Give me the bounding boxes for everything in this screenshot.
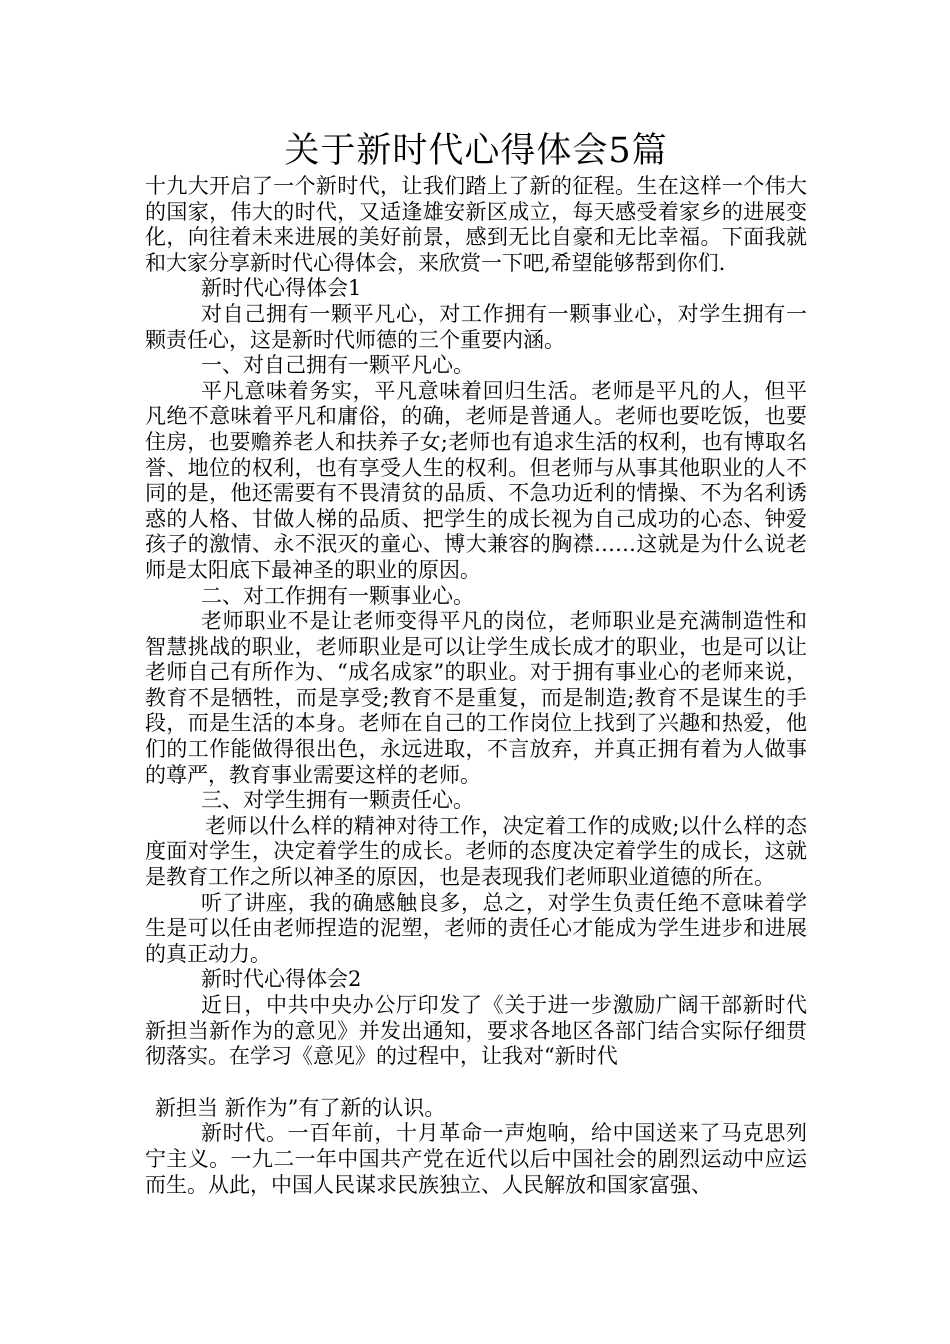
- body-paragraph: 老师以什么样的精神对待工作，决定着工作的成败;以什么样的态度面对学生，决定着学生的成长。老师的态度决定着学生的成长，这就是教育工作之所以神圣的原因，也是表现我们老师职业道德的所在。: [145, 813, 807, 890]
- body-paragraph: 听了讲座，我的确感触良多，总之，对学生负责任绝不意味着学生是可以任由老师捏造的泥塑，老师的责任心才能成为学生进步和进展的真正动力。: [145, 890, 807, 966]
- paragraph-gap: [145, 1070, 807, 1096]
- document-page: [145, 128, 807, 1198]
- body-paragraph-continuation: 新担当 新作为”有了新的认识。: [155, 1095, 446, 1120]
- subheading-2: 二、对工作拥有一颗事业心。: [201, 583, 474, 608]
- body-paragraph: 新时代。一百年前，十月革命一声炮响，给中国送来了马克思列宁主义。一九二一年中国共产党在近代以后中国社会的剧烈运动中应运而生。从此，中国人民谋求民族独立、人民解放和国家富强、: [145, 1121, 807, 1197]
- body-paragraph: 近日，中共中央办公厅印发了《关于进一步激励广阔干部新时代新担当新作为的意见》并发出通知，要求各地区各部门结合实际仔细贯彻落实。在学习《意见》的过程中，让我对“新时代: [145, 993, 807, 1069]
- document-title: 关于新时代心得体会5篇: [284, 131, 668, 171]
- intro-paragraph: 十九大开启了一个新时代，让我们踏上了新的征程。生在这样一个伟大的国家，伟大的时代，又适逢雄安新区成立，每天感受着家乡的进展变化，向往着未来进展的美好前景，感到无比自豪和无比幸福。下面我就和大家分享新时代心得体会，来欣赏一下吧,希望能够帮到你们.: [145, 174, 807, 275]
- body-paragraph: 老师职业不是让老师变得平凡的岗位，老师职业是充满制造性和智慧挑战的职业，老师职业是可以让学生成长成才的职业，也是可以让老师自己有所作为、“成名成家”的职业。对于拥有事业心的老师来说，教育不是牺牲，而是享受;教育不是重复，而是制造;教育不是谋生的手段，而是生活的本身。老师在自己的工作岗位上找到了兴趣和热爱，他们的工作能做得很出色，永远进取，不言放弃，并真正拥有着为人做事的尊严，教育事业需要这样的老师。: [145, 609, 807, 787]
- section-heading-2: 新时代心得体会2: [201, 967, 362, 992]
- subheading-3: 三、对学生拥有一颗责任心。: [201, 788, 474, 813]
- section-heading-1: 新时代心得体会1: [201, 276, 362, 301]
- body-paragraph: 平凡意味着务实，平凡意味着回归生活。老师是平凡的人，但平凡绝不意味着平凡和庸俗，的确，老师是普通人。老师也要吃饭，也要住房，也要赡养老人和扶养子女;老师也有追求生活的权利，也有博取名誉、地位的权利，也有享受人生的权利。但老师与从事其他职业的人不同的是，他还需要有不畏清贫的品质、不急功近利的情操、不为名利诱惑的人格、甘做人梯的品质、把学生的成长视为自己成功的心态、钟爱孩子的激情、永不泯灭的童心、博大兼容的胸襟……这就是为什么说老师是太阳底下最神圣的职业的原因。: [145, 378, 807, 582]
- subheading-1: 一、对自己拥有一颗平凡心。: [201, 353, 474, 378]
- body-paragraph: 对自己拥有一颗平凡心，对工作拥有一颗事业心，对学生拥有一颗责任心，这是新时代师德的三个重要内涵。: [145, 301, 807, 352]
